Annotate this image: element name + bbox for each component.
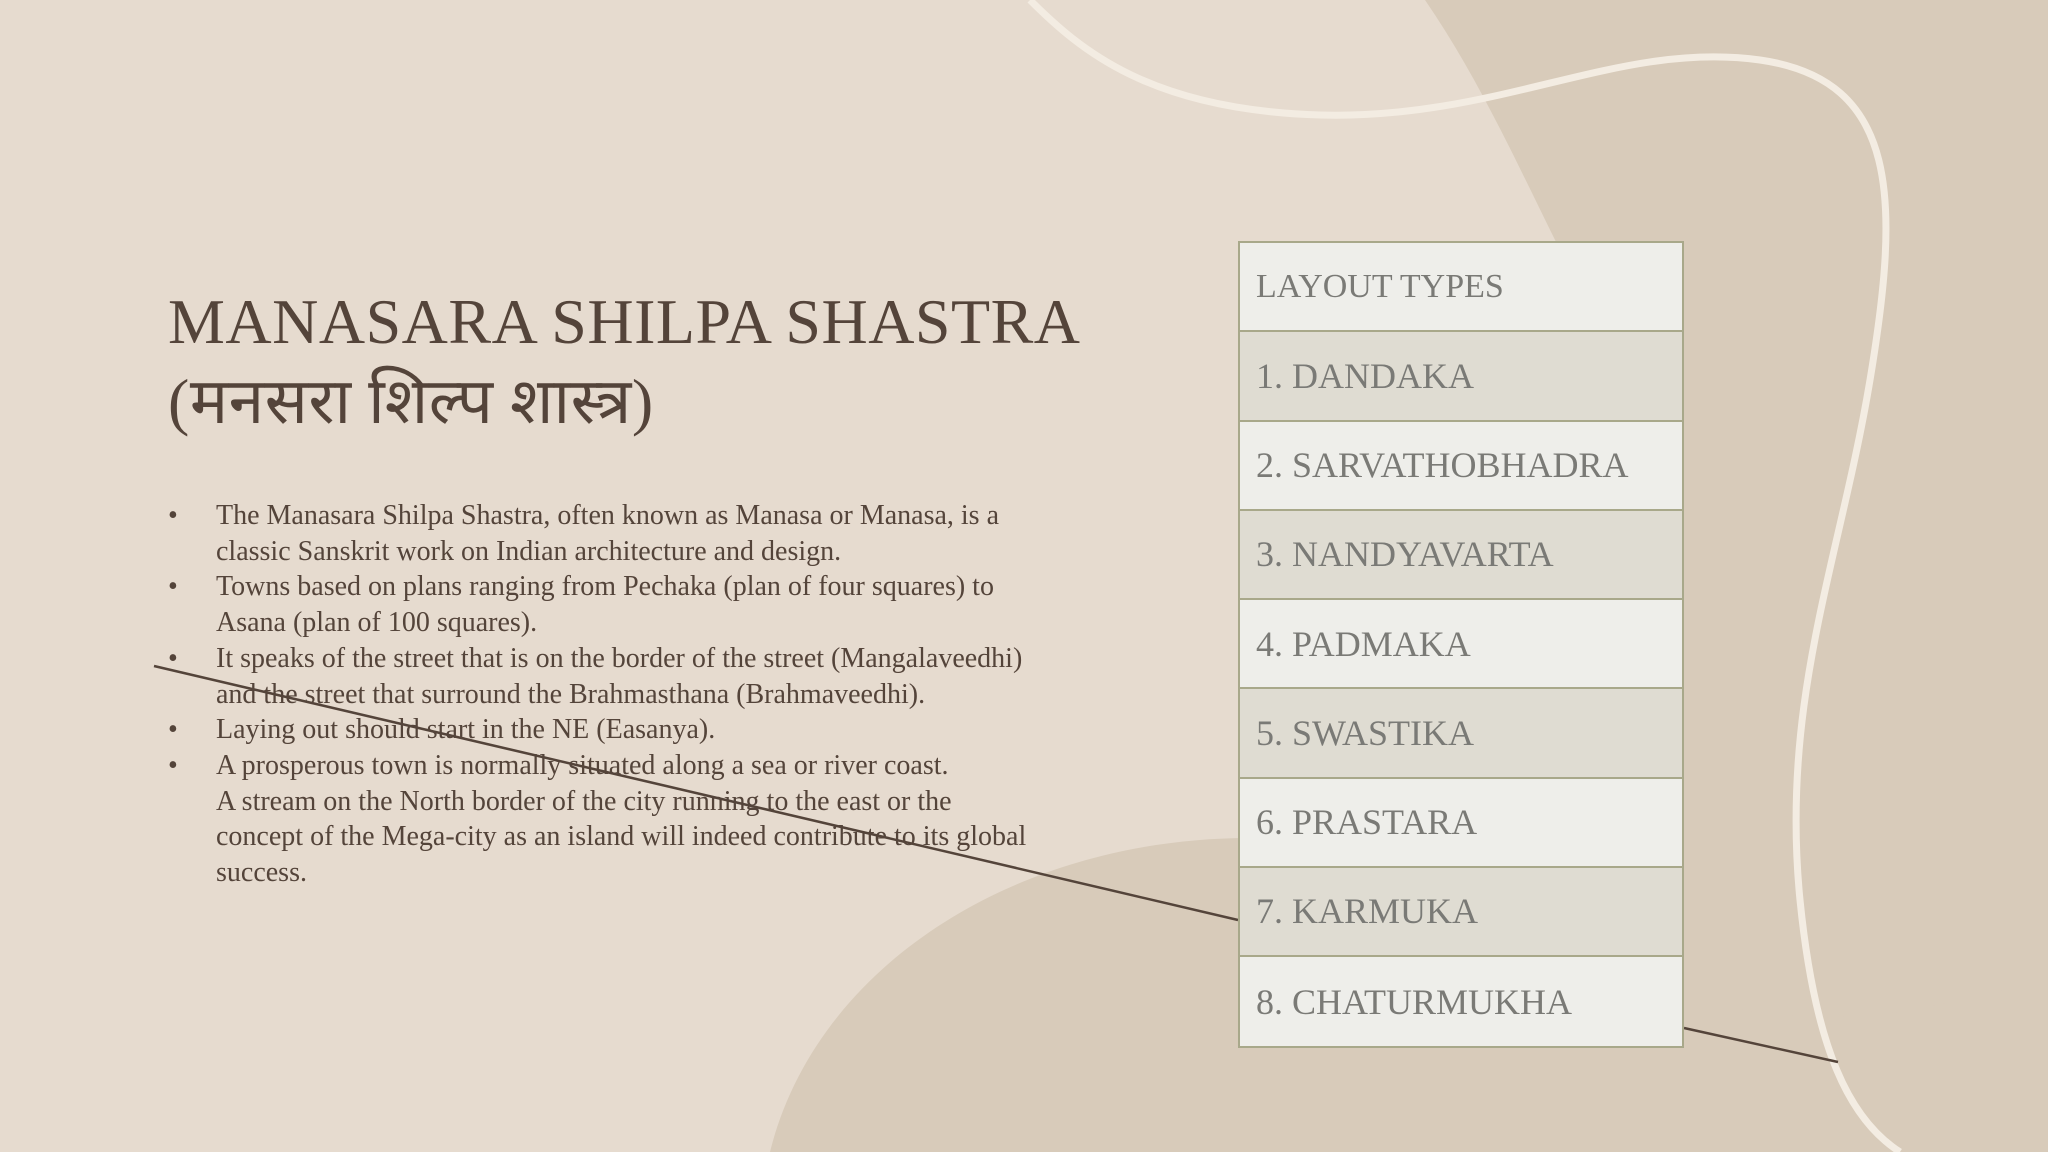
- table-row: 3. NANDYAVARTA: [1240, 511, 1682, 600]
- table-row: 8. CHATURMUKHA: [1240, 957, 1682, 1046]
- title-line-english: MANASARA SHILPA SHASTRA: [168, 286, 1081, 357]
- list-item: • Laying out should start in the NE (Easanya).: [168, 712, 1028, 748]
- layout-types-table: [1238, 241, 1684, 1048]
- title-line-devanagari: (मनसरा शिल्प शास्त्र): [168, 366, 654, 437]
- page-title: [168, 282, 1081, 442]
- table-header: LAYOUT TYPES: [1240, 243, 1682, 332]
- list-item: • Towns based on plans ranging from Pechaka (plan of four squares) to Asana (plan of 100 squares).: [168, 569, 1028, 640]
- table-row: 2. SARVATHOBHADRA: [1240, 422, 1682, 511]
- table-row: 6. PRASTARA: [1240, 779, 1682, 868]
- table-row: 7. KARMUKA: [1240, 868, 1682, 957]
- list-item: • The Manasara Shilpa Shastra, often known as Manasa or Manasa, is a classic Sanskrit work on Indian architecture and design.: [168, 498, 1028, 569]
- list-item-continuation: A stream on the North border of the city running to the east or the concept of the Mega-city as an island will indeed contribute to its global success.: [216, 785, 1027, 889]
- table-row: 1. DANDAKA: [1240, 332, 1682, 421]
- bullet-list: [168, 498, 1028, 891]
- table-row: 5. SWASTIKA: [1240, 689, 1682, 778]
- list-item: • A prosperous town is normally situated along a sea or river coast.: [168, 748, 1028, 784]
- table-row: 4. PADMAKA: [1240, 600, 1682, 689]
- list-item: • It speaks of the street that is on the border of the street (Mangalaveedhi) and the street that surround the Brahmasthana (Brahmaveedhi).: [168, 641, 1028, 712]
